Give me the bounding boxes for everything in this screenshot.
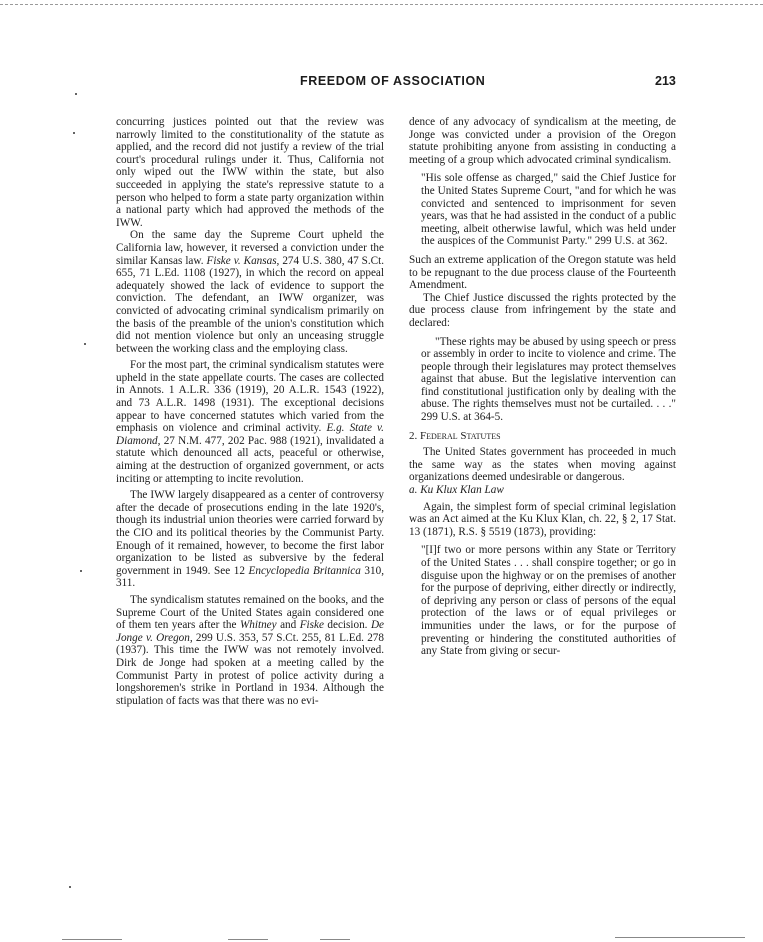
text-run: 27 N.M. 477, 202 Pac. 988 (1921), invalidated a statute which denounced all acts, peaceful or otherwise, aiming at the destruction of organized government, or acts inciting or attempting to incite revolution. — [116, 434, 384, 485]
case-name: Whitney — [239, 619, 277, 632]
paragraph — [116, 489, 384, 590]
section-heading: 2. Federal Statutes — [409, 429, 501, 442]
paragraph — [116, 359, 384, 485]
running-head-title: FREEDOM OF ASSOCIATION — [300, 74, 486, 88]
case-name: Fiske — [299, 619, 324, 632]
paragraph: concurring justices pointed out that the review was narrowly limited to the constitutionality of the statute as applied, and the record did not justify a review of the trial court's procedural rulings under it. Thus, California not only wiped out the IWW within the state, but also succeeded in applying the state's repressive statute to a person who helped to form a state party organization within a national party which had approved the methods of the IWW. — [116, 116, 384, 229]
paragraph: Such an extreme application of the Oregon statute was held to be repugnant to the due process clause of the Fourteenth Amendment. — [409, 253, 676, 292]
text-run: 299 U.S. 353, 57 S.Ct. 255, 81 L.Ed. 278 (1937). This time the IWW was not remotely involved. Dirk de Jonge had spoken at a meeting called by the Communist Party in protest of police activity during a longshoremen's strike in Portland in 1934. Although the stipulation of facts was that there was no evi- — [116, 631, 384, 707]
scan-speck — [69, 886, 71, 888]
bottom-scan-mark — [62, 939, 122, 940]
left-column — [116, 116, 384, 707]
scan-speck — [73, 132, 75, 134]
right-column — [409, 116, 676, 664]
block-quote — [421, 544, 676, 657]
scan-speck — [75, 93, 77, 95]
quote-text: "His sole offense as charged," said the Chief Justice for the United States Supreme Court, "and for which he was convicted and sentenced to imprisonment for seven years, was that he had assisted in the conduct of a public meeting, albeit otherwise lawful, which was held under the auspices of the Communist Party." 299 U.S. at 362. — [421, 172, 676, 248]
case-citation: E.g. State v. Diamond, — [116, 422, 384, 447]
quote-text: "These rights may be abused by using speech or press or assembly in order to incite to violence and crime. The people through their legislatures may protect themselves against that abuse. But the legislative intervention can find constitutional justification only by dealing with the abuse. The rights themselves must not be curtailed. . . ." 299 U.S. at 364-5. — [421, 335, 677, 424]
bottom-scan-mark — [228, 939, 268, 940]
paragraph: The United States government has proceeded in much the same way as the states when moving against organizations deemed undesirable or dangerous. — [409, 446, 676, 484]
paragraph: The Chief Justice discussed the rights protected by the due process clause from infringement by the state and declared: — [409, 291, 676, 329]
scan-speck — [84, 343, 86, 345]
bottom-scan-mark — [615, 937, 745, 938]
text-run: The syndicalism statutes remained on the books, and the Supreme Court of the United States again considered one of them ten years after the — [116, 593, 384, 632]
subsection-heading: a. Ku Klux Klan Law — [409, 484, 504, 497]
top-dashed-rule — [0, 4, 763, 5]
text-run: 274 U.S. 380, 47 S.Ct. 655, 71 L.Ed. 1108 (1927), in which the record on appeal adequately showed the lack of evidence to support the conviction. The defendant, an IWW organizer, was convicted of advocating criminal syndicalism primarily on the basis of the preamble of the union's constitution which did not mention violence but only an unceasing struggle between the working class and the employing class. — [116, 254, 385, 355]
paragraph — [116, 594, 384, 707]
bottom-scan-mark — [320, 939, 350, 940]
block-quote — [421, 336, 676, 424]
text-run: decision. — [323, 619, 371, 632]
text-run: and — [276, 619, 300, 632]
page-number: 213 — [655, 74, 676, 88]
text-run: 310, 311. — [116, 564, 384, 590]
work-title: Encyclopedia Britannica — [248, 564, 361, 577]
case-citation: De Jonge v. Oregon, — [116, 619, 384, 644]
quote-text: "[I]f two or more persons within any State or Territory of the United States . . . shall conspire together; or go in disguise upon the highway or on the premises of another for the purpose of depriving, either directly or indirectly, of depriving any person or class of persons of the equal protection of the laws or of equal privileges or immunities under the laws, or for the purpose of preventing or hindering the constituted authorities of any State from giving or secur- — [421, 544, 676, 658]
text-run: For the most part, the criminal syndicalism statutes were upheld in the state appellate courts. The cases are collected in Annots. 1 A.L.R. 336 (1919), 20 A.L.R. 1543 (1922), and 73 A.L.R. 1498 (1931). The exceptional decisions appear to have concerned statutes which varied from the emphasis on violence and criminal activity. — [116, 359, 384, 435]
scan-speck — [80, 570, 82, 572]
block-quote — [421, 172, 676, 248]
text-run: The IWW largely disappeared as a center of controversy after the decade of prosecutions ending in the late 1920's, though its industrial union theories were carried forward by the CIO and its political theories by the Communist Party. Enough of it remained, however, to become the first labor organization to be listed as subversive by the federal government in 1949. See 12 — [116, 489, 384, 577]
text-run: On the same day the Supreme Court upheld the California law, however, it reversed a conviction under the similar Kansas law. — [116, 229, 384, 267]
paragraph: Again, the simplest form of special criminal legislation was an Act aimed at the Ku Klux Klan, ch. 22, § 2, 17 Stat. 13 (1871), R.S. § 5519 (1873), providing: — [409, 500, 676, 538]
case-citation: Fiske v. Kansas, — [206, 254, 280, 267]
paragraph — [116, 229, 384, 355]
paragraph: dence of any advocacy of syndicalism at the meeting, de Jonge was convicted under a provision of the Oregon statute prohibiting anyone from assisting in conducting a meeting of a group which advocated criminal syndicalism. — [409, 116, 676, 166]
